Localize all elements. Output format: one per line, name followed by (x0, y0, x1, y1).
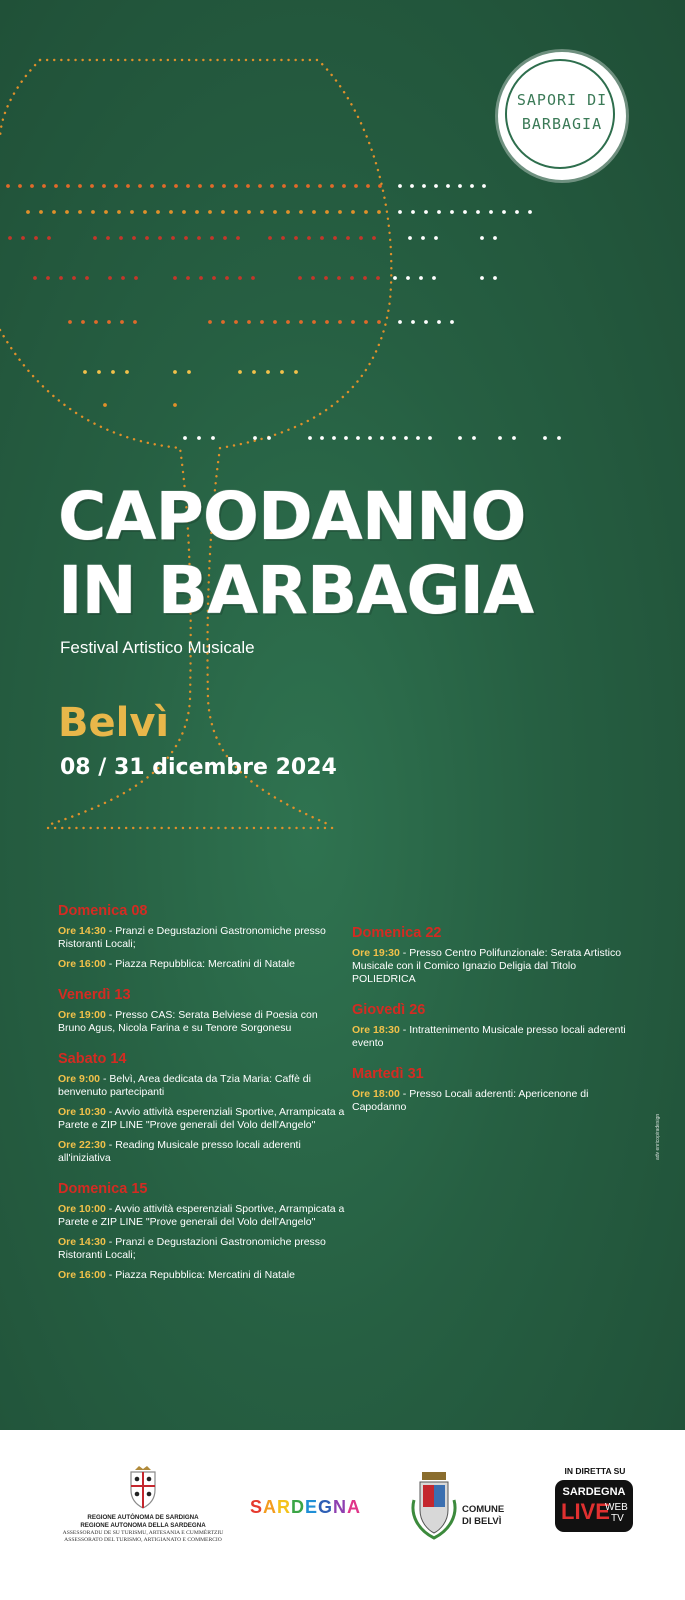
decor-dot (83, 370, 87, 374)
decor-dot (406, 276, 410, 280)
decor-dot (493, 276, 497, 280)
region-coat-of-arms-icon (123, 1466, 163, 1510)
schedule-entry (58, 1203, 348, 1229)
sardegna-live-logo (555, 1480, 633, 1532)
decor-dot (408, 236, 412, 240)
decor-dot (342, 184, 346, 188)
decor-dot (91, 210, 95, 214)
decor-dot (114, 184, 118, 188)
decor-dot (437, 210, 441, 214)
decor-dot (68, 320, 72, 324)
comune-line2: DI BELVÌ (462, 1516, 502, 1527)
title-line2: IN BARBAGIA (58, 552, 534, 629)
decor-dot (94, 320, 98, 324)
decor-dot (470, 184, 474, 188)
decor-dot (557, 436, 561, 440)
decor-dot (338, 210, 342, 214)
decor-dot (33, 276, 37, 280)
schedule-day (58, 1181, 348, 1282)
decor-dot (78, 210, 82, 214)
decor-dot (133, 320, 137, 324)
schedule-entry (58, 958, 348, 971)
decor-dot (299, 320, 303, 324)
decor-dot (108, 276, 112, 280)
schedule-day (352, 1066, 642, 1114)
decor-dot (512, 436, 516, 440)
decor-dot (424, 320, 428, 324)
decor-dot (66, 184, 70, 188)
decor-dot (364, 320, 368, 324)
decor-dot (208, 320, 212, 324)
decor-dot (543, 436, 547, 440)
decor-dot (392, 436, 396, 440)
decor-dot (18, 184, 22, 188)
decor-dot (223, 236, 227, 240)
decor-dot (90, 184, 94, 188)
decor-dot (434, 236, 438, 240)
decor-dot (234, 184, 238, 188)
entry-text: - Piazza Repubblica: Mercatini di Natale (105, 958, 295, 970)
entry-text: - Pranzi e Degustazioni Gastronomiche presso Ristoranti Locali; (58, 1236, 326, 1261)
entry-time: Ore 14:30 (58, 925, 106, 937)
decor-dot (156, 210, 160, 214)
decor-dot (398, 210, 402, 214)
decor-dot (281, 236, 285, 240)
live-caption: IN DIRETTA SU (564, 1466, 626, 1476)
decor-dot (120, 320, 124, 324)
decor-dot (46, 276, 50, 280)
decor-dot (211, 436, 215, 440)
decor-dot (320, 236, 324, 240)
decor-dot (266, 370, 270, 374)
schedule-entry (58, 925, 348, 951)
entry-text: - Avvio attività esperenziali Sportive, Arrampicata a Parete e ZIP LINE "Prove generali del Volo dell'Angelo" (58, 1203, 345, 1228)
decor-dot (294, 370, 298, 374)
decor-dot (6, 184, 10, 188)
entry-text: - Reading Musicale presso locali aderenti all'iniziativa (58, 1139, 301, 1164)
decor-dot (458, 436, 462, 440)
decor-dot (480, 276, 484, 280)
decor-dot (158, 236, 162, 240)
decor-dot (286, 210, 290, 214)
decor-dot (267, 436, 271, 440)
event-dates: 08 / 31 dicembre 2024 (60, 755, 337, 780)
schedule-day (58, 903, 348, 971)
decor-dot (52, 210, 56, 214)
decor-dot (72, 276, 76, 280)
decor-dot (93, 236, 97, 240)
decor-dot (354, 184, 358, 188)
decor-dot (270, 184, 274, 188)
decor-dot (143, 210, 147, 214)
decor-dot (199, 276, 203, 280)
sardegna-letter: A (263, 1497, 278, 1517)
region-sponsor (58, 1466, 228, 1544)
decor-dot (54, 184, 58, 188)
entry-text: - Belvì, Area dedicata da Tzia Maria: Caffè di benvenuto partecipanti (58, 1073, 311, 1098)
decor-dot (463, 210, 467, 214)
decor-dot (410, 184, 414, 188)
decor-dot (208, 210, 212, 214)
decor-dot (174, 184, 178, 188)
entry-time: Ore 19:00 (58, 1009, 106, 1021)
decor-dot (42, 184, 46, 188)
title-line1: CAPODANNO (58, 478, 526, 555)
decor-dot (150, 184, 154, 188)
decor-dot (294, 184, 298, 188)
decor-dot (195, 210, 199, 214)
decor-dot (350, 276, 354, 280)
decor-dot (197, 236, 201, 240)
decor-dot (187, 370, 191, 374)
decor-dot (324, 276, 328, 280)
decor-dot (311, 276, 315, 280)
decor-dot (186, 184, 190, 188)
decor-dot (422, 184, 426, 188)
decor-dot (393, 276, 397, 280)
entry-time: Ore 18:30 (352, 1024, 400, 1036)
entry-time: Ore 19:30 (352, 947, 400, 959)
decor-dot (183, 436, 187, 440)
decor-dot (59, 276, 63, 280)
entry-time: Ore 14:30 (58, 1236, 106, 1248)
edge-base (0, 1435, 685, 1439)
schedule-right-column (352, 925, 642, 1130)
decor-dot (378, 184, 382, 188)
decor-dot (125, 370, 129, 374)
decor-dot (312, 210, 316, 214)
decor-dot (428, 436, 432, 440)
decor-dot (221, 210, 225, 214)
decor-dot (225, 276, 229, 280)
decor-dot (333, 236, 337, 240)
schedule-entry (352, 1024, 642, 1050)
decor-dot (318, 184, 322, 188)
decor-dot (294, 236, 298, 240)
entry-text: - Avvio attività esperenziali Sportive, Arrampicata a Parete e ZIP LINE "Prove generali del Volo dell'Angelo" (58, 1106, 345, 1131)
decor-dot (184, 236, 188, 240)
page-title (58, 480, 678, 628)
decor-dot (260, 210, 264, 214)
scalloped-edge (0, 1421, 685, 1439)
decor-dot (121, 276, 125, 280)
decor-dot (450, 210, 454, 214)
decor-dot (47, 236, 51, 240)
decor-dot (280, 370, 284, 374)
decor-dot (210, 184, 214, 188)
decor-dot (432, 276, 436, 280)
decor-dot (377, 210, 381, 214)
event-place: Belvì (58, 700, 170, 746)
decor-dot (434, 184, 438, 188)
sardegna-letter: A (347, 1497, 362, 1517)
decor-dot (528, 210, 532, 214)
decor-dot (299, 210, 303, 214)
decor-dot (472, 436, 476, 440)
decor-dot (111, 370, 115, 374)
decor-dot (338, 320, 342, 324)
decor-dot (104, 210, 108, 214)
day-title: Martedì 31 (352, 1066, 424, 1082)
decor-dot (346, 236, 350, 240)
decor-dot (419, 276, 423, 280)
decor-dot (377, 320, 381, 324)
schedule-entry (58, 1106, 348, 1132)
decor-dot (416, 436, 420, 440)
sardegna-letter: R (277, 1497, 292, 1517)
entry-text: - Presso Centro Polifunzionale: Serata Artistico Musicale con il Comico Ignazio Deligia dal Titolo POLIEDRICA (352, 947, 622, 985)
decor-dot (252, 370, 256, 374)
entry-time: Ore 16:00 (58, 1269, 106, 1281)
day-title: Giovedì 26 (352, 1002, 426, 1018)
decor-dot (234, 320, 238, 324)
decor-dot (502, 210, 506, 214)
decor-dot (236, 236, 240, 240)
decor-dot (282, 184, 286, 188)
decor-dot (107, 320, 111, 324)
day-title: Domenica 08 (58, 903, 148, 919)
decor-dot (126, 184, 130, 188)
decor-dot (21, 236, 25, 240)
day-title: Domenica 22 (352, 925, 442, 941)
decor-dot (344, 436, 348, 440)
subtitle: Festival Artistico Musicale (60, 638, 255, 657)
decor-dot (437, 320, 441, 324)
decor-dot (325, 210, 329, 214)
day-title: Domenica 15 (58, 1181, 148, 1197)
decor-dot (145, 236, 149, 240)
decor-dot (298, 276, 302, 280)
decor-dot (251, 276, 255, 280)
live-line3: WEB (605, 1502, 628, 1513)
decor-dot (130, 210, 134, 214)
decor-dot (171, 236, 175, 240)
decor-dot (398, 320, 402, 324)
decor-dot (85, 276, 89, 280)
decor-dot (268, 236, 272, 240)
decor-dot (39, 210, 43, 214)
comune-di-belvi (462, 1504, 504, 1528)
decor-dot (273, 320, 277, 324)
decor-dot (320, 436, 324, 440)
decor-dot (312, 320, 316, 324)
schedule-entry (58, 1269, 348, 1282)
decor-dot (493, 236, 497, 240)
live-line1: SARDEGNA (562, 1486, 626, 1498)
decor-dot (34, 236, 38, 240)
region-line3: ASSESSORADU DE SU TURISMU, ARTESANIA E CUMMÈRTZIU (62, 1530, 224, 1536)
decor-dot (8, 236, 12, 240)
entry-time: Ore 10:00 (58, 1203, 106, 1215)
schedule-entry (58, 1009, 348, 1035)
decor-dot (421, 236, 425, 240)
entry-text: - Presso Locali aderenti: Apericenone di Capodanno (352, 1088, 589, 1113)
entry-time: Ore 16:00 (58, 958, 106, 970)
decor-dot (480, 236, 484, 240)
decor-dot (81, 320, 85, 324)
decor-dot (307, 236, 311, 240)
decor-dot (368, 436, 372, 440)
schedule-day (58, 987, 348, 1035)
region-line4: ASSESSORATO DEL TURISMO, ARTIGIANATO E COMMERCIO (64, 1537, 222, 1543)
decor-dot (117, 210, 121, 214)
decor-dot (186, 276, 190, 280)
entry-text: - Pranzi e Degustazioni Gastronomiche presso Ristoranti Locali; (58, 925, 326, 950)
logo-text-line2: BARBAGIA (521, 115, 603, 133)
sapori-di-barbagia-logo (498, 52, 626, 180)
decor-dot (380, 436, 384, 440)
decor-dot (234, 210, 238, 214)
decor-dot (132, 236, 136, 240)
entry-time: Ore 9:00 (58, 1073, 101, 1085)
decor-dot (273, 210, 277, 214)
dotted-rows (6, 184, 561, 440)
decor-dot (212, 276, 216, 280)
decor-dot (332, 436, 336, 440)
decor-dot (173, 370, 177, 374)
decor-dot (97, 370, 101, 374)
decor-dot (458, 184, 462, 188)
decor-dot (330, 184, 334, 188)
sponsor-footer (0, 1440, 685, 1600)
sardegna-letter: G (318, 1497, 334, 1517)
decor-dot (356, 436, 360, 440)
decor-dot (404, 436, 408, 440)
decor-dot (398, 184, 402, 188)
decor-dot (134, 276, 138, 280)
decor-dot (482, 184, 486, 188)
decor-dot (182, 210, 186, 214)
decor-dot (221, 320, 225, 324)
schedule-left-column (58, 903, 348, 1298)
decor-dot (476, 210, 480, 214)
schedule-day (58, 1051, 348, 1165)
decor-dot (169, 210, 173, 214)
decor-dot (173, 403, 177, 407)
designer-credit: adv enricopiradesign (655, 1113, 661, 1160)
sardegna-letter: D (291, 1497, 306, 1517)
comune-coat-of-arms-icon (408, 1470, 460, 1544)
region-line1: REGIONE AUTÒNOMA DE SARDIGNA (87, 1514, 199, 1521)
decor-dot (364, 210, 368, 214)
decor-dot (258, 184, 262, 188)
decor-dot (260, 320, 264, 324)
decor-dot (30, 184, 34, 188)
entry-text: - Presso CAS: Serata Belviese di Poesia con Bruno Agus, Nicola Farina e su Tenore Sorgonesu (58, 1009, 318, 1034)
sardegna-letter: N (333, 1497, 348, 1517)
logo-text-line1: SAPORI DI (516, 91, 608, 109)
decor-dot (162, 184, 166, 188)
decor-dot (424, 210, 428, 214)
decor-dot (372, 236, 376, 240)
region-line2: REGIONE AUTONOMA DELLA SARDEGNA (80, 1522, 206, 1529)
decor-dot (366, 184, 370, 188)
entry-time: Ore 10:30 (58, 1106, 106, 1118)
decor-dot (411, 210, 415, 214)
decor-dot (363, 276, 367, 280)
live-line4: TV (611, 1513, 624, 1524)
decor-dot (337, 276, 341, 280)
decor-dot (210, 236, 214, 240)
decor-dot (247, 320, 251, 324)
decor-dot (238, 276, 242, 280)
entry-time: Ore 18:00 (352, 1088, 400, 1100)
sardegna-letter: S (250, 1497, 264, 1517)
decor-dot (446, 184, 450, 188)
decor-dot (351, 320, 355, 324)
decor-dot (286, 320, 290, 324)
decor-dot (306, 184, 310, 188)
entry-text: - Intrattenimento Musicale presso locali aderenti evento (352, 1024, 626, 1049)
decor-dot (198, 184, 202, 188)
decor-dot (119, 236, 123, 240)
schedule-entry (352, 947, 642, 986)
decor-dot (253, 436, 257, 440)
decor-dot (498, 436, 502, 440)
decor-dot (351, 210, 355, 214)
decor-dot (78, 184, 82, 188)
decor-dot (138, 184, 142, 188)
decor-dot (238, 370, 242, 374)
decor-dot (247, 210, 251, 214)
decor-dot (450, 320, 454, 324)
day-title: Venerdì 13 (58, 987, 131, 1003)
schedule-entry (58, 1236, 348, 1262)
sardegna-logo (250, 1497, 361, 1518)
decor-dot (65, 210, 69, 214)
day-title: Sabato 14 (58, 1051, 127, 1067)
schedule-entry (58, 1073, 348, 1099)
logo-text (498, 88, 626, 136)
schedule-entry (352, 1088, 642, 1114)
decor-dot (411, 320, 415, 324)
schedule-day (352, 1002, 642, 1050)
decor-dot (197, 436, 201, 440)
decor-dot (359, 236, 363, 240)
decor-dot (26, 210, 30, 214)
decor-dot (489, 210, 493, 214)
sardegna-letter: E (305, 1497, 319, 1517)
decor-dot (325, 320, 329, 324)
live-line2: LIVE (561, 1499, 610, 1524)
schedule-entry (58, 1139, 348, 1165)
decor-dot (103, 403, 107, 407)
decor-dot (246, 184, 250, 188)
comune-line1: COMUNE (462, 1504, 505, 1515)
decor-dot (173, 276, 177, 280)
decor-dot (222, 184, 226, 188)
entry-text: - Piazza Repubblica: Mercatini di Natale (105, 1269, 295, 1281)
decor-dot (376, 276, 380, 280)
decor-dot (106, 236, 110, 240)
decor-dot (308, 436, 312, 440)
decor-dot (515, 210, 519, 214)
decor-dot (102, 184, 106, 188)
entry-time: Ore 22:30 (58, 1139, 106, 1151)
schedule-day (352, 925, 642, 986)
